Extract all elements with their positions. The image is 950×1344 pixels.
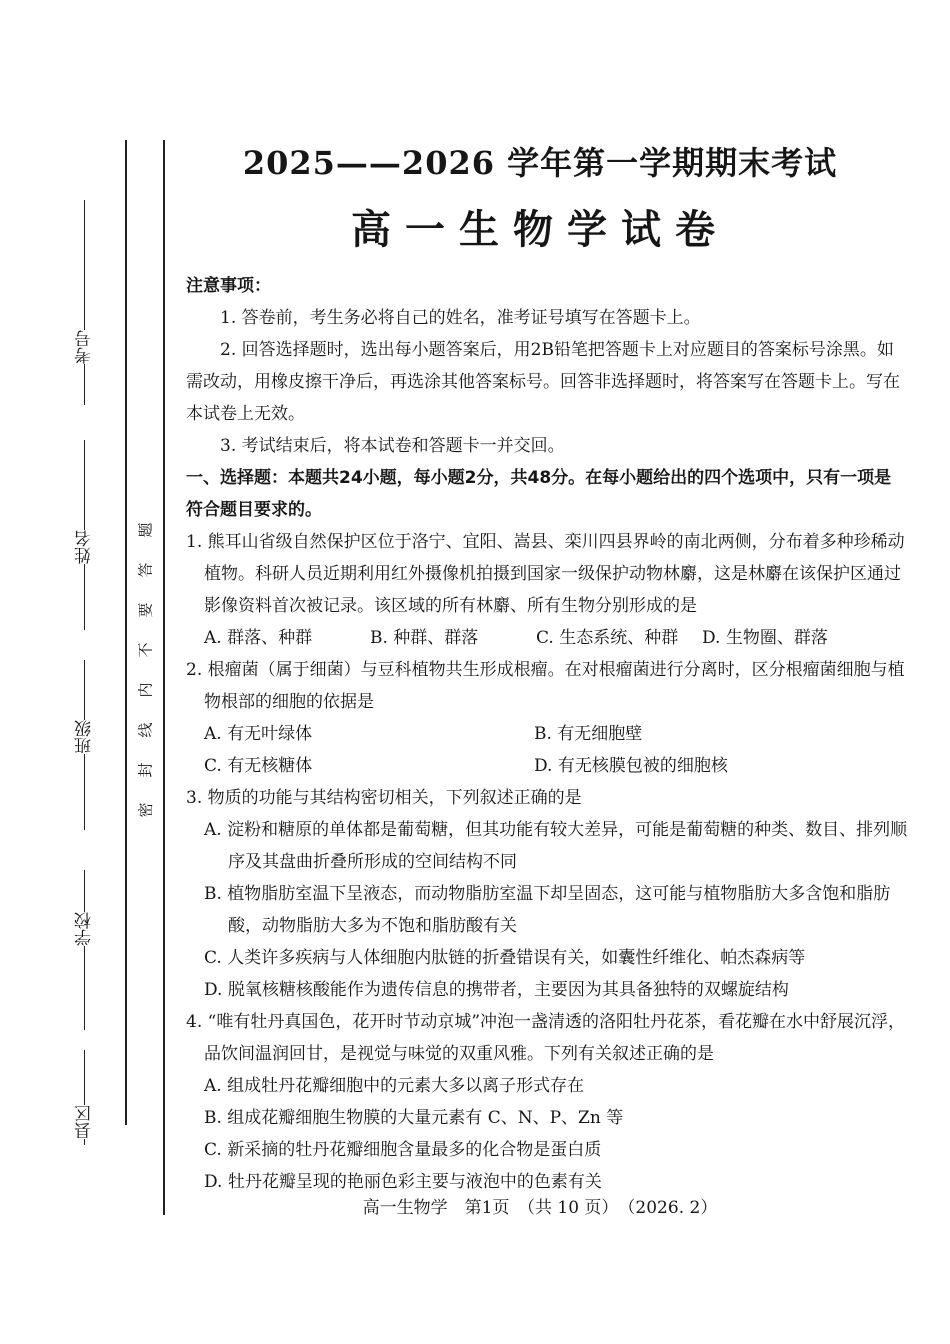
option: B. 种群、群落	[370, 628, 479, 648]
paper-title: 高一生物学试卷	[351, 206, 729, 253]
name-label: 姓名	[75, 530, 95, 564]
name-field[interactable]	[66, 440, 106, 630]
option: C. 有无核糖体	[204, 756, 313, 776]
option: A. 有无叶绿体	[204, 724, 313, 744]
seal-char: 密	[136, 802, 155, 818]
notice-item: 2. 回答选择题时，选出每小题答案后，用2B铅笔把答题卡上对应题目的答案标号涂黑。如需改动，用橡皮擦干净后，再选涂其他答案标号。回答非选择题时，将答案写在答题卡上。写在本试卷上无效。	[186, 340, 900, 424]
school-field[interactable]	[66, 870, 106, 1030]
exam-number-label: 考号	[75, 330, 95, 364]
question-stem: 3. 物质的功能与其结构密切相关，下列叙述正确的是	[186, 788, 582, 808]
question-stem: 1. 熊耳山省级自然保护区位于洛宁、宜阳、嵩县、栾川四县界岭的南北两侧，分布着多种珍稀动植物。科研人员近期利用红外摄像机拍摄到国家一级保护动物林麝，这是林麝在该保护区通过影像资料首次被记录。该区域的所有林麝、所有生物分别形成的是	[186, 532, 905, 616]
option: D. 生物圈、群落	[702, 628, 828, 648]
option-grid	[186, 718, 908, 782]
option: D. 牡丹花瓣呈现的艳丽色彩主要与液泡中的色素有关	[204, 1172, 602, 1192]
notice-item: 3. 考试结束后，将本试卷和答题卡一并交回。	[220, 436, 565, 456]
seal-char: 答	[136, 562, 155, 578]
question-stem: 4. “唯有牡丹真国色，花开时节动京城”冲泡一盏清透的洛阳牡丹花茶，看花瓣在水中舒展沉浮，品饮间温润回甘，是视觉与味觉的双重风雅。下列有关叙述正确的是	[186, 1012, 906, 1064]
option-row	[186, 622, 908, 654]
option: A. 组成牡丹花瓣细胞中的元素大多以离子形式存在	[204, 1076, 585, 1096]
option: B. 植物脂肪室温下呈液态，而动物脂肪室温下却呈固态，这可能与植物脂肪大多含饱和脂肪酸，动物脂肪大多为不饱和脂肪酸有关	[204, 884, 891, 936]
binding-line-inner	[163, 140, 165, 1215]
exam-content	[186, 270, 908, 1198]
exam-number-field[interactable]	[66, 200, 106, 405]
option: B. 组成花瓣细胞生物膜的大量元素有 C、N、P、Zn 等	[204, 1108, 624, 1128]
seal-char: 线	[136, 722, 155, 738]
seal-char: 不	[136, 642, 155, 658]
county-field[interactable]	[66, 1050, 106, 1145]
class-field[interactable]	[66, 660, 106, 830]
seal-char: 内	[136, 682, 155, 698]
class-label: 班级	[75, 720, 95, 754]
exam-title: 2025——2026 学年第一学期期末考试	[242, 144, 838, 182]
option: C. 人类许多疾病与人体细胞内肽链的折叠错误有关，如囊性纤维化、帕杰森病等	[204, 948, 806, 968]
option: D. 有无核膜包被的细胞核	[534, 756, 728, 776]
notice-item: 1. 答卷前，考生务必将自己的姓名，准考证号填写在答题卡上。	[220, 308, 701, 328]
option: C. 新采摘的牡丹花瓣细胞含量最多的化合物是蛋白质	[204, 1140, 602, 1160]
option: B. 有无细胞壁	[534, 724, 643, 744]
seal-char: 要	[136, 602, 155, 618]
option: A. 淀粉和糖原的单体都是葡萄糖，但其功能有较大差异，可能是葡萄糖的种类、数目、排列顺序及其盘曲折叠所形成的空间结构不同	[204, 820, 908, 872]
question-stem: 2. 根瘤菌（属于细菌）与豆科植物共生形成根瘤。在对根瘤菌进行分离时，区分根瘤菌细胞与植物根部的细胞的依据是	[186, 660, 905, 712]
section-heading: 一、选择题：本题共24小题，每小题2分，共48分。在每小题给出的四个选项中，只有一项是符合题目要求的。	[186, 468, 892, 520]
option: D. 脱氧核糖核酸能作为遗传信息的携带者，主要因为其具备独特的双螺旋结构	[204, 980, 789, 1000]
binding-line-outer	[125, 140, 127, 1125]
page-footer: 高一生物学 第1页 （共 10 页） （2026. 2）	[362, 1198, 718, 1218]
seal-line-notice	[136, 520, 156, 820]
notice-heading: 注意事项：	[186, 276, 271, 296]
county-label: 县区	[75, 1105, 95, 1139]
option: A. 群落、种群	[204, 628, 313, 648]
seal-char: 封	[136, 762, 155, 778]
school-label: 学校	[75, 912, 95, 946]
option: C. 生态系统、种群	[536, 628, 679, 648]
seal-char: 题	[136, 522, 155, 538]
